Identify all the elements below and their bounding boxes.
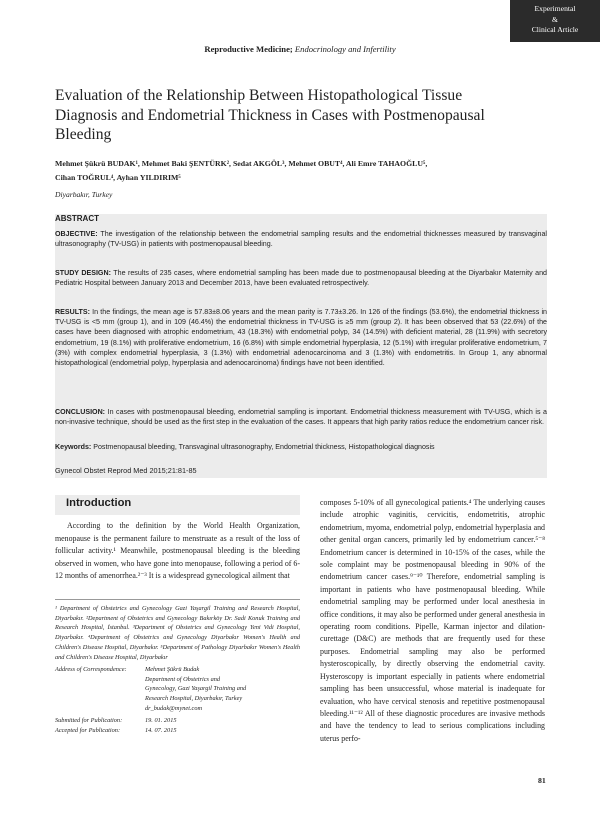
abstract-heading: ABSTRACT bbox=[55, 214, 99, 223]
keywords-label: Keywords: bbox=[55, 443, 92, 451]
abstract-study-design bbox=[55, 268, 547, 288]
conclusion-label: CONCLUSION: bbox=[55, 408, 106, 416]
submitted-label: Submitted for Publication: bbox=[55, 717, 123, 724]
abstract-results bbox=[55, 307, 547, 368]
conclusion-text: In cases with postmenopausal bleeding, endometrial sampling is important. Endometrial thickness measurement with TV-USG, which is a non-invasive technique, should be used as the first step in the evaluation of the cases. It appears that high parity ratios reduce the endometrium cancer risk. bbox=[55, 408, 547, 427]
correspondence-address-1: Department of Obstetrics and bbox=[145, 675, 221, 683]
accepted-date: 14. 07. 2015 bbox=[145, 726, 177, 734]
page-number: 81 bbox=[538, 776, 546, 785]
accepted-label: Accepted for Publication: bbox=[55, 726, 121, 734]
badge-line-3: Clinical Article bbox=[531, 25, 579, 34]
author-affiliations: ¹ Department of Obstetrics and Gynecology Gazi Yaşargil Training and Research Hospital, Diyarbakır. ²Department of Obstetrics and Gynecology Bakırköy Dr. Sadi Konuk Training and Research Hospital, İstanbul. ³Department of Obstetrics and Gynecology Yeni Vidi Hospital, Diyarbakır. ⁴Department of Obstetrics and Gynecology Diyarbakır Women's Health and Children's Disease Hospital, Diyarbakır. ⁵Department of Pathology Diyarbakır Women's Health and Children's Disease Hospital, Diyarbakır bbox=[55, 605, 300, 661]
abstract-conclusion bbox=[55, 407, 547, 427]
study-design-text: The results of 235 cases, where endometrial sampling has been made due to postmenopausal bleeding at the Diyarbakır Maternity and Pediatric Hospital between January 2013 and December 2013, have been evaluated retrospectively. bbox=[55, 269, 548, 288]
keywords-text: Postmenopausal bleeding, Transvaginal ultrasonography, Endometrial thickness, Histopathological diagnosis bbox=[91, 443, 435, 451]
article-type-badge bbox=[510, 0, 600, 42]
abstract-keywords bbox=[55, 442, 547, 452]
introduction-column-2-text: composes 5-10% of all gynecological patients.⁴ The underlying causes include atrophic vaginitis, cervicitis, endometritis, atrophic endometrium, myoma, endometrial polyp, endometrial hyperplasia and other genital organ cancers, primarily led by endometrium cancer.⁵⁻⁸ Endometrium cancer is determined in 10-15% of the cases, while the sole complaint may be postmenopausal bleeding in 90% of the endometrium cancer cases.⁹⁻¹⁰ Therefore, endometrial sampling is important in patients who have postmenopausal bleeding. While endometrial sampling may be performed under local anesthesia in office conditions, it may also be performed under general anesthesia in operating room conditions. Pipelle, Karman injector and dilation-curettage (D&C) are methods that are frequently used for these purposes. Endometrial sampling may also be performed hysteroscopically, by directly observing the endometrial cavity. Hysteroscopy is important especially in patients where endometrial sampling has been unsuccessful, whose material is inadequate for evaluation, who have cervical stenosis and repetitive postmenopausal bleeding.¹¹⁻¹² All of these diagnostic procedures are invasive methods and have the tendency to lead to serious complications including uterus perfo- bbox=[320, 498, 545, 743]
author-line-2: Cihan TOĞRUL⁴, Ayhan YILDIRIM⁵ bbox=[55, 172, 181, 182]
results-label: RESULTS: bbox=[55, 308, 90, 316]
author-location: Diyarbakır, Turkey bbox=[55, 190, 113, 199]
journal-section-header bbox=[0, 44, 600, 54]
submitted-date: 19. 01. 2015 bbox=[145, 717, 177, 724]
study-design-label: STUDY DESIGN: bbox=[55, 269, 111, 277]
article-title: Evaluation of the Relationship Between Histopathological Tissue Diagnosis and Endometrial Thickness in Cases with Postmenopausal Bleeding bbox=[55, 87, 485, 143]
correspondence-address-3: Research Hospital, Diyarbakır, Turkey bbox=[145, 695, 243, 703]
subsection-name: Endocrinology and Infertility bbox=[294, 44, 396, 54]
abstract-objective bbox=[55, 229, 547, 249]
publication-dates bbox=[55, 716, 300, 738]
footnote-divider bbox=[55, 599, 300, 600]
correspondence-name: Mehmet Şükrü Budak bbox=[145, 666, 200, 673]
correspondence-address-2: Gynecology, Gazi Yaşargil Training and bbox=[145, 685, 247, 693]
correspondence-label: Address of Correspondence: bbox=[55, 666, 127, 673]
results-text: In the findings, the mean age is 57.83±8.06 years and the mean parity is 7.73±3.26. In 126 of the findings (53.6%), the endometrial thickness in TV-USG is <5 mm (group 1), and in 109 (46.4%) the endometrial thickness in TV-USG is ≥5 mm (group 2). It has been observed that 53 (22.6%) of the cases have been diagnosed with atrophic endometrium, 43 (18.3%) with endometrial polyp, 34 (14.5%) with deficient material, 28 (11.9%) with secretory endometrium, 19 (8.1%) with proliferative endometrium, 16 (6.8%) with simple endometrial hyperplasia, 12 (5.1%) with irregular proliferative endometrium, 7 (3%) with complex endometrial hyperplasia, 3 (1.3%) with endometrial adenocarcinoma and 3 (1.3%) with endometritis. In Group 1, any abnormal histopathological (endometrial polyp, hyperplasia and adenocarcinoma) findings have not been identified. bbox=[55, 308, 547, 368]
objective-label: OBJECTIVE: bbox=[55, 230, 98, 238]
author-line-1: Mehmet Şükrü BUDAK¹, Mehmet Baki ŞENTÜRK², Sedat AKGÖL³, Mehmet OBUT⁴, Ali Emre TAHAOĞLU⁵, bbox=[55, 159, 428, 168]
badge-line-1: Experimental bbox=[534, 4, 576, 13]
section-name: Reproductive Medicine; bbox=[204, 44, 295, 54]
journal-citation: Gynecol Obstet Reprod Med 2015;21:81-85 bbox=[55, 466, 197, 475]
introduction-heading: Introduction bbox=[66, 497, 132, 509]
objective-text: The investigation of the relationship between the endometrial sampling results and the endometrial thicknesses measured by transvaginal ultrasonography (TV-USG) in patients with postmenopausal bleeding. bbox=[55, 230, 547, 249]
correspondence-email[interactable]: dr_budak@mynet.com bbox=[145, 704, 203, 712]
author-list bbox=[55, 157, 555, 184]
badge-line-2: & bbox=[552, 14, 558, 24]
introduction-column-1-text: According to the definition by the World Health Organization, menopause is the permanent failure to menstruate as a result of the loss of follicular activity.¹ Meanwhile, postmenopausal bleeding is the bleeding observed in women, who have gone into menopause, following a period of 6-12 months of amenorrhea.²⁻³ It is a widespread gynecological ailment that bbox=[55, 521, 300, 580]
